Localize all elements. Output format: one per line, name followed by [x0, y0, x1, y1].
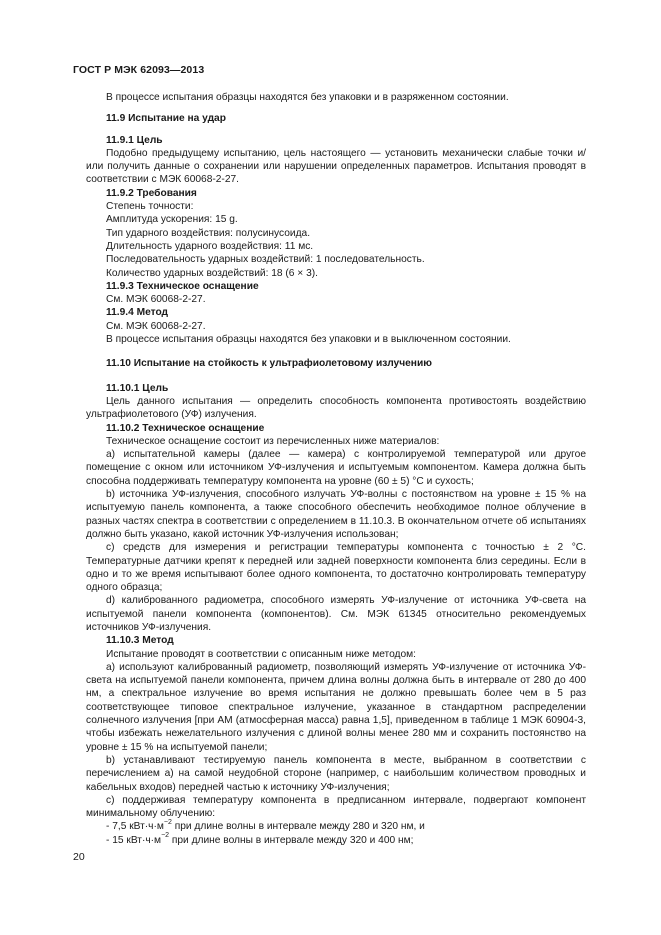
page-number: 20: [73, 851, 85, 863]
paragraph-11-10-2: Техническое оснащение состоит из перечисленных ниже материалов:: [106, 435, 440, 447]
list-item-11-10-3-c: с) поддерживая температуру компонента в предписанном интервале, подвергают компонент минимальному облучению:: [86, 794, 586, 820]
dose-2-range: при длине волны в интервале между 320 и 400 нм;: [169, 834, 414, 846]
heading-11-10-3: 11.10.3 Метод: [106, 635, 174, 647]
list-item-11-10-3-a: а) используют калиброванный радиометр, позволяющий измерять УФ-излучение от источника УФ-света на испытуемой панели компонента, причем длина волны должна быть в интервале от 280 до 400 нм, а спектральное излучение во время испытания не должно превышать более чем в 5 раз соответствующее типовое спектральное излучение, указанное в стандартном распределении солнечного излучения [при АМ (атмосферная масса) равна 1,5], приведенном в таблице 1 МЭК 60904-3, чтобы избежать нежелательного излучения с длиной волны менее 280 мм и сохранить постоянство на уровне ± 15 % на испытуемой панели;: [86, 661, 586, 753]
list-item-11-10-2-b: b) источника УФ-излучения, способного излучать УФ-волны с постоянством на уровне ± 15 % на испытуемую панель компонента, а также способного обеспечить необходимое полное облучение в разных частях спектра в соответствии с определением в 11.10.3. В окончательном отчете об испытаниях должно быть указано, какой источник УФ-излучения использован;: [86, 489, 586, 540]
running-header: ГОСТ Р МЭК 62093—2013: [73, 64, 205, 76]
list-item-11-10-2-c: с) средств для измерения и регистрации температуры компонента с точностью ± 2 °С. Температурные датчики крепят к передней или задней поверхности компонента близ середины. Если в одно и то же время испытывают более одного компонента, то достаточно контролировать температуру одного образца;: [86, 542, 586, 594]
requirement-pulse-type: Тип ударного воздействия: полусинусоида.: [106, 227, 311, 239]
list-item-11-10-2-a: а) испытательной камеры (далее — камера) с контролируемой температурой или другое помещение с окном или источником УФ-излучения и испытуемым компонентом. Камера должна быть способна поддерживать температуру компонента на уровне (60 ± 5) °С и сухость;: [86, 449, 586, 487]
heading-11-9-2: 11.9.2 Требования: [106, 187, 197, 199]
dose-2-value: - 15 кВт·ч·м: [106, 834, 162, 846]
dose-1-exponent: −2: [163, 819, 172, 827]
paragraph-11-9-4-state: В процессе испытания образцы находятся без упаковки и в выключенном состоянии.: [106, 334, 511, 346]
dose-2-exponent: −2: [161, 832, 170, 840]
paragraph-intro: В процессе испытания образцы находятся без упаковки и в разряженном состоянии.: [106, 92, 509, 103]
paragraph-11-9-1: Подобно предыдущему испытанию, цель настоящего — установить механически слабые точки и/или получить данные о сохранении или нарушении определенных параметров. Испытания проводят в соответствии с МЭК 60068-2-27.: [86, 147, 586, 186]
heading-11-10-1: 11.10.1 Цель: [106, 382, 169, 394]
heading-11-9-4: 11.9.4 Метод: [106, 307, 169, 319]
heading-11-9-1: 11.9.1 Цель: [106, 134, 163, 146]
paragraph-11-9-3: См. МЭК 60068-2-27.: [106, 294, 206, 306]
paragraph-11-9-4-ref: См. МЭК 60068-2-27.: [106, 320, 206, 332]
list-item-11-10-3-b: b) устанавливают тестируемую панель компонента в месте, выбранном в соответствии с перечислением а) на самой неудобной стороне (например, с наибольшим количеством проводных и кабельных входов) передней частью к источнику УФ-излучения;: [86, 754, 586, 793]
heading-11-9: 11.9 Испытание на удар: [106, 113, 226, 125]
paragraph-11-10-3: Испытание проводят в соответствии с описанным ниже методом:: [106, 648, 416, 660]
requirement-sequence: Последовательность ударных воздействий: 1 последовательность.: [106, 254, 425, 266]
page-body: [86, 91, 586, 847]
requirement-count: Количество ударных воздействий: 18 (6 × 3).: [106, 267, 318, 279]
list-item-11-10-2-d: d) калиброванного радиометра, способного измерять УФ-излучение от источника УФ-света на испытуемой панели компонента (компонентов). См. МЭК 61345 относительно рекомендуемых источников УФ-излучения.: [86, 595, 586, 633]
requirement-duration: Длительность ударного воздействия: 11 мс.: [106, 240, 314, 252]
requirement-amplitude: Амплитуда ускорения: 15 g.: [106, 214, 238, 226]
dose-1-value: - 7,5 кВт·ч·м: [106, 821, 164, 833]
heading-11-10-2: 11.10.2 Техническое оснащение: [106, 422, 265, 434]
paragraph-11-10-1: Цель данного испытания — определить способность компонента противостоять воздействию ультрафиолетового (УФ) излучения.: [86, 395, 586, 421]
heading-11-9-3: 11.9.3 Техническое оснащение: [106, 280, 259, 292]
heading-11-10: 11.10 Испытание на стойкость к ультрафиолетовому излучению: [106, 358, 432, 370]
dose-1-range: при длине волны в интервале между 280 и 320 нм, и: [171, 821, 425, 833]
dose-line-320-400: [86, 834, 586, 847]
requirement-precision: Степень точности:: [106, 201, 194, 213]
